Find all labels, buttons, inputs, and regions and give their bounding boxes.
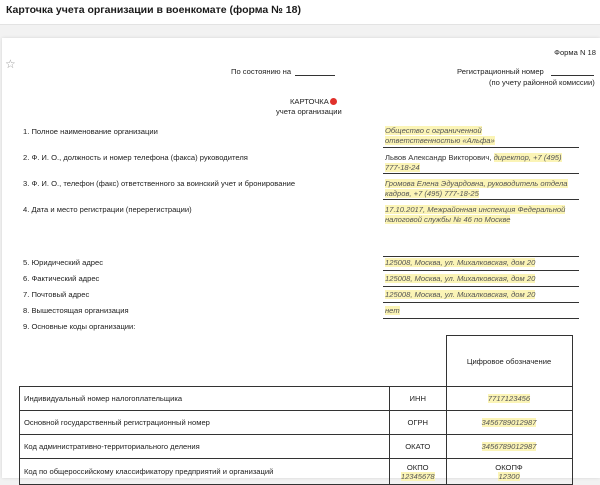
field-3-line xyxy=(383,199,579,200)
form-sheet xyxy=(2,38,600,481)
field-7-line xyxy=(383,302,579,303)
field-7-value[interactable]: 125008, Москва, ул. Михалковская, дом 20 xyxy=(385,290,536,299)
code-row-value[interactable]: 3456789012987 xyxy=(446,435,572,459)
code-row-code: ИНН xyxy=(390,387,447,411)
field-4-label: 4. Дата и место регистрации (перерегистрации) xyxy=(23,205,192,214)
code-row-name: Код по общероссийскому классификатору предприятий и организаций xyxy=(20,459,390,485)
comment-marker-icon[interactable] xyxy=(330,98,337,105)
card-title xyxy=(290,97,337,107)
field-2-line xyxy=(383,173,579,174)
field-5-value[interactable]: 125008, Москва, ул. Михалковская, дом 20 xyxy=(385,258,536,267)
field-2-value[interactable]: Львов Александр Викторович, директор, +7 (495) 777-18-24 xyxy=(385,153,562,172)
code-row-value[interactable]: 3456789012987 xyxy=(446,411,572,435)
codes-table-header: Цифровое обозначение xyxy=(446,336,572,387)
code-row-name: Основной государственный регистрационный номер xyxy=(20,411,390,435)
field-6-label: 6. Фактический адрес xyxy=(23,274,100,283)
field-5-line xyxy=(383,270,579,271)
page-title: Карточка учета организации в военкомате (форма № 18) xyxy=(6,4,301,16)
field-1-label: 1. Полное наименование организации xyxy=(23,127,158,136)
field-5-label: 5. Юридический адрес xyxy=(23,258,104,267)
table-row xyxy=(20,459,573,485)
field-7-label: 7. Почтовый адрес xyxy=(23,290,90,299)
table-row xyxy=(20,435,573,459)
field-8-line xyxy=(383,318,579,319)
field-4-value[interactable]: 17.10.2017, Межрайонная инспекция Федеральной налоговой службы № 46 по Москве xyxy=(385,205,566,224)
code-row-code: ОКАТО xyxy=(390,435,447,459)
reg-number-label: Регистрационный номер xyxy=(457,67,544,76)
table-row xyxy=(20,387,573,411)
reg-number-line xyxy=(551,75,594,76)
star-icon[interactable]: ☆ xyxy=(5,57,16,71)
code-row-code xyxy=(390,459,447,485)
code-row-value[interactable]: 7717123456 xyxy=(446,387,572,411)
as-of-date-line xyxy=(295,75,335,76)
field-1-value[interactable]: Общество с ограниченной ответственностью «Альфа» xyxy=(385,126,495,145)
form-number: Форма N 18 xyxy=(554,48,596,57)
card-title-text: КАРТОЧКА xyxy=(290,97,329,106)
codes-table-header-row xyxy=(20,336,573,387)
page-header xyxy=(0,0,600,25)
field-1-line xyxy=(383,147,579,148)
code-row-code: ОГРН xyxy=(390,411,447,435)
code-row-name: Код административно-территориального деления xyxy=(20,435,390,459)
code-row-code2-label: ОКОПФ xyxy=(495,462,523,472)
code-row-value xyxy=(446,459,572,485)
code-row-code2-value[interactable]: 12300 xyxy=(498,471,520,481)
field-2-label: 2. Ф. И. О., должность и номер телефона (факса) руководителя xyxy=(23,153,248,162)
reg-number-note: (по учету районной комиссии) xyxy=(489,78,595,87)
table-row xyxy=(20,411,573,435)
field-5-top-line xyxy=(383,256,579,257)
code-row-name: Индивидуальный номер налогоплательщика xyxy=(20,387,390,411)
field-6-value[interactable]: 125008, Москва, ул. Михалковская, дом 20 xyxy=(385,274,536,283)
as-of-label: По состоянию на xyxy=(231,67,292,76)
card-subtitle: учета организации xyxy=(276,107,342,116)
field-3-value[interactable]: Громова Елена Эдуардовна, руководитель отдела кадров, +7 (495) 777-18-25 xyxy=(385,179,568,198)
field-3-label: 3. Ф. И. О., телефон (факс) ответственного за воинский учет и бронирование xyxy=(23,179,296,188)
codes-table xyxy=(19,335,573,485)
code-row-code-label: ОКПО xyxy=(406,462,429,472)
code-row-code-value[interactable]: 12345678 xyxy=(400,471,435,481)
field-9-label: 9. Основные коды организации: xyxy=(23,322,136,331)
field-8-label: 8. Вышестоящая организация xyxy=(23,306,129,315)
field-6-line xyxy=(383,286,579,287)
field-8-value[interactable]: нет xyxy=(385,306,400,315)
